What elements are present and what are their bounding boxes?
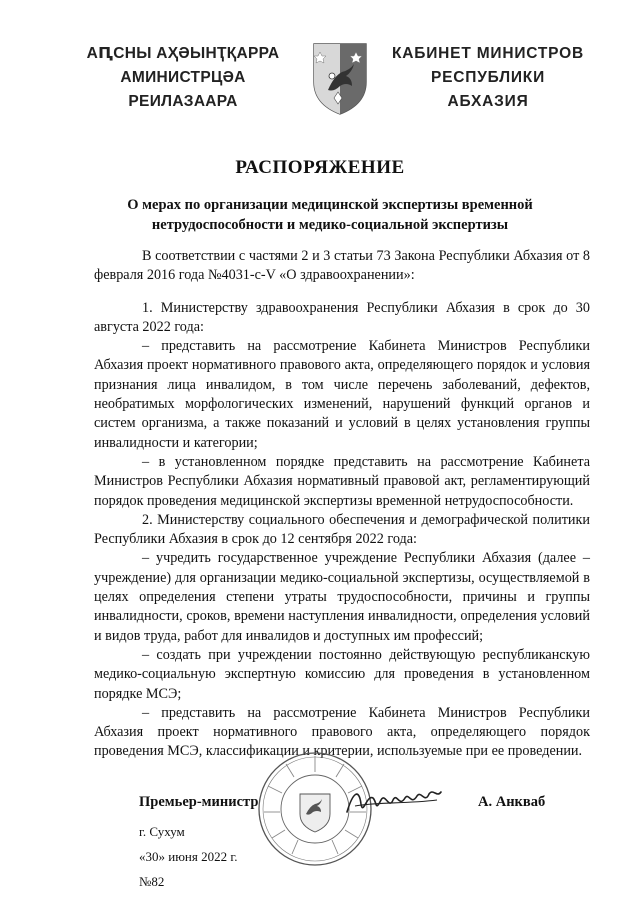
handwritten-signature-icon [345, 786, 445, 820]
clause-2-item-2: – создать при учреждении постоянно действующую республиканскую медико-социальную экспертную комиссию для проведения в установленном порядке МСЭ; [94, 646, 590, 702]
clause-2-item-1: – учредить государственное учреждение Республики Абхазия (далее – учреждение) для организации медико-социальной экспертизы, осуществляемой в целях определения степени утраты трудоспособности, причины и группы инвалидности, сроков, времени наступления инвалидности, определения условий и видов труда, работ для инвалидов и доступных им профессий; [94, 550, 590, 644]
document-date: «30» июня 2022 г. [139, 849, 238, 864]
document-city: г. Сухум [139, 824, 185, 839]
signatory-role: Премьер-министр [139, 794, 259, 810]
header-left-line1: АԤСНЫ АҲӘЫНҬҚАРРА [86, 45, 280, 62]
clause-2-item-3: – представить на рассмотрение Кабинета Министров Республики Абхазия проект нормативного правового акта, определяющего порядок проведения МСЭ, классификации и критерии, используемые при ее проведении. [94, 704, 590, 760]
document-number: №82 [139, 874, 165, 889]
header-left-abkhaz [72, 42, 294, 114]
clause-1-item-2: – в установленном порядке представить на рассмотрение Кабинета Министров Республики Абхазия нормативный правовой акт, регламентирующий порядок проведения медицинской экспертизы временной нетрудоспособности. [94, 453, 590, 509]
clause-2-paragraph: 2. Министерству социального обеспечения и демографической политики Республики Абхазия в срок до 12 сентября 2022 года: [94, 511, 590, 548]
document-subtitle [120, 195, 540, 235]
clause-1-item-1: – представить на рассмотрение Кабинета Министров Республики Абхазия проект нормативного правового акта, определяющего порядок и условия признания лица инвалидом, в том числе перечень заболеваний, дефектов, необратимых морфологических изменений, нарушений функций органов и систем организма, а также показаний и условий в целях установления группы инвалидности и категории; [94, 338, 590, 451]
clause-1-paragraph: 1. Министерству здравоохранения Республики Абхазия в срок до 30 августа 2022 года: [94, 299, 590, 335]
header-right-line2: РЕСПУБЛИКИ АБХАЗИЯ [430, 69, 546, 110]
document-body [94, 247, 590, 762]
subtitle-line2: нетрудоспособности и медико-социальной экспертизы [151, 217, 509, 233]
preamble-paragraph: В соответствии с частями 2 и 3 статьи 73 Закона Республики Абхазия от 8 февраля 2016 года №4031-с-V «О здравоохранении»: [94, 248, 590, 284]
header-right-russian [388, 42, 588, 114]
document-title: РАСПОРЯЖЕНИЕ [235, 157, 405, 178]
subtitle-line1: О мерах по организации медицинской экспертизы временной [127, 197, 533, 213]
header-right-line1: КАБИНЕТ МИНИСТРОВ [392, 45, 584, 62]
coat-of-arms-icon [310, 40, 370, 118]
header-left-line2: АМИНИСТРЦӘА РЕИЛАЗААРА [120, 69, 246, 110]
signatory-name: А. Анкваб [478, 794, 546, 810]
